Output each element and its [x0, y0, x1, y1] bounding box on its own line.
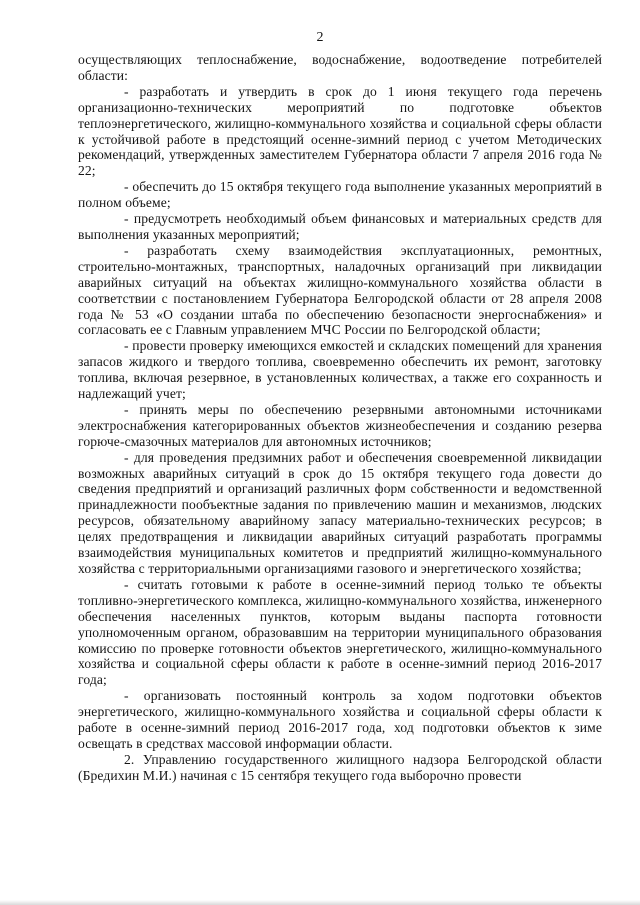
- paragraph-provide-funds: - предусмотреть необходимый объем финансовых и материальных средств для выполнения указанных мероприятий;: [78, 211, 602, 242]
- paragraph-pre-winter-works: - для проведения предзимних работ и обеспечения своевременной ликвидации возможных аварийных ситуаций в срок до 15 октября текущего года довести до сведения предприятий и организаций различных форм собственности и ведомственной принадлежности пообъектные задания по привлечению машин и механизмов, людских ресурсов, обязательному аварийному запасу материально-технических ресурсов; в целях предотвращения и ликвидации аварийных ситуаций разработать программы взаимодействия муниципальных комитетов и предприятий жилищно-коммунального хозяйства с территориальными организациями газового и энергетического хозяйства;: [78, 449, 602, 576]
- paragraph-interaction-scheme: - разработать схему взаимодействия эксплуатационных, ремонтных, строительно-монтажных, транспортных, наладочных организаций при ликвидации аварийных ситуаций на объектах жилищно-коммунального хозяйства области в соответствии с постановлением Губернатора Белгородской области от 28 апреля 2008 года № 53 «О создании штаба по обеспечению безопасности энергоснабжения» и согласовать ее с Главным управлением МЧС России по Белгородской области;: [78, 242, 602, 338]
- paragraph-backup-power: - принять меры по обеспечению резервными автономными источниками электроснабжения категорированных объектов жизнеобеспечения и созданию резерва горюче-смазочных материалов для автономных источников;: [78, 401, 602, 449]
- scan-bottom-edge: [0, 900, 640, 905]
- paragraph-housing-inspection: 2. Управлению государственного жилищного надзора Белгородской области (Бредихин М.И.) начиная с 15 сентября текущего года выборочно провести: [78, 751, 602, 783]
- paragraph-progress-control: - организовать постоянный контроль за ходом подготовки объектов энергетического, жилищно-коммунального хозяйства и социальной сферы области к работе в осенне-зимний период 2016-2017 года, ход подготовки объектов к зиме освещать в средствах массовой информации области.: [78, 688, 602, 751]
- paragraph-continuation: осуществляющих теплоснабжение, водоснабжение, водоотведение потребителей области:: [78, 52, 602, 83]
- paragraph-ensure-completion: - обеспечить до 15 октября текущего года выполнение указанных мероприятий в полном объеме;: [78, 179, 602, 211]
- paragraph-fuel-storage: - провести проверку имеющихся емкостей и складских помещений для хранения запасов жидкого и твердого топлива, своевременно обеспечить их ремонт, заготовку топлива, включая резервное, в установленных количествах, а также его сохранность и надлежащий учет;: [78, 338, 602, 402]
- page-number: 2: [316, 30, 324, 45]
- paragraph-approve-measures: - разработать и утвердить в срок до 1 июня текущего года перечень организационно-технических мероприятий по подготовке объектов теплоэнергетического, жилищно-коммунального хозяйства и социальной сферы области к устойчивой работе в предстоящий осенне-зимний период с учетом Методических рекомендаций, утвержденных заместителем Губернатора области 7 апреля 2016 года № 22;: [78, 83, 602, 179]
- paragraph-readiness-passports: - считать готовыми к работе в осенне-зимний период только те объекты топливно-энергетического комплекса, жилищно-коммунального хозяйства, инженерного обеспечения населенных пунктов, которым выданы паспорта готовности уполномоченным органом, образовавшим на территории муниципального образования комиссию по проверке готовности объектов энергетического, жилищно-коммунального хозяйства и социальной сферы области к работе в осенне-зимний период 2016-2017 года;: [78, 576, 602, 688]
- document-body: [78, 52, 602, 784]
